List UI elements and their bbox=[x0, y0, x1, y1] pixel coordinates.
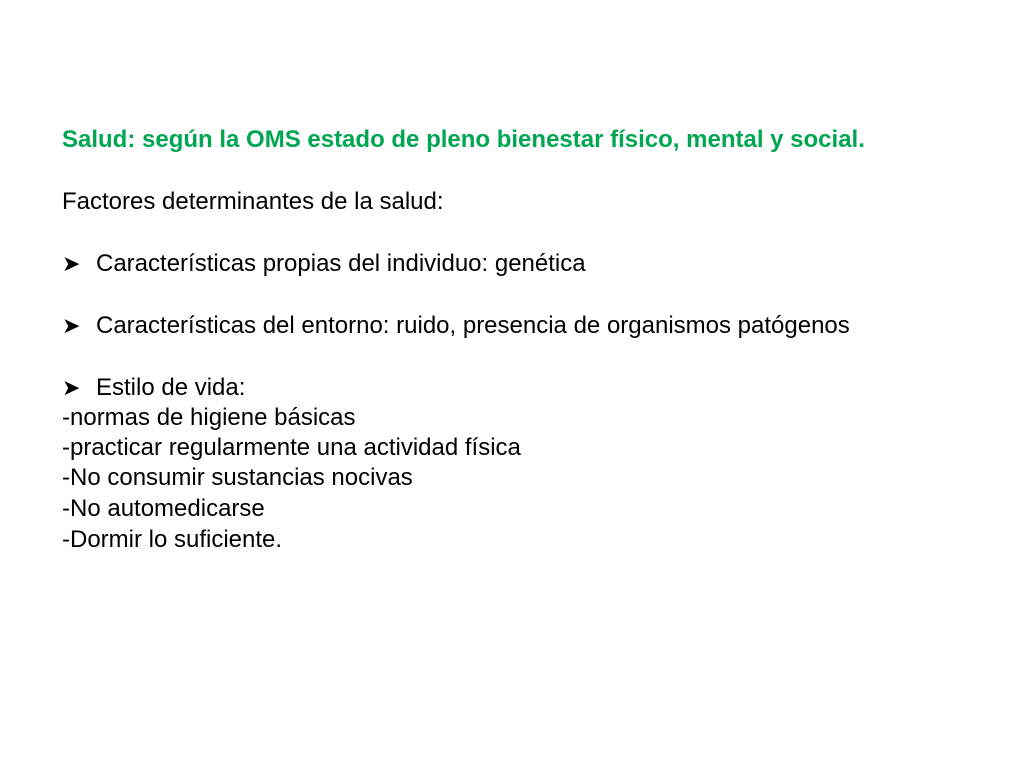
lifestyle-item: -normas de higiene básicas bbox=[62, 404, 356, 431]
bullet-label: Características propias del individuo: genética bbox=[96, 250, 586, 277]
bullet-environment bbox=[62, 311, 850, 341]
bullet-label: Características del entorno: ruido, presencia de organismos patógenos bbox=[96, 312, 850, 339]
section-heading: Factores determinantes de la salud: bbox=[62, 188, 444, 215]
arrowhead-bullet-icon: ➤ bbox=[62, 251, 81, 276]
lifestyle-item: -Dormir lo suficiente. bbox=[62, 526, 283, 553]
lifestyle-item: -No consumir sustancias nocivas bbox=[62, 464, 413, 491]
bullet-label: Estilo de vida: bbox=[96, 374, 246, 401]
arrowhead-bullet-icon: ➤ bbox=[62, 375, 81, 400]
lifestyle-item: -practicar regularmente una actividad física bbox=[62, 434, 521, 461]
arrowhead-bullet-icon: ➤ bbox=[62, 313, 81, 338]
bullet-lifestyle bbox=[62, 373, 245, 403]
lifestyle-item: -No automedicarse bbox=[62, 495, 265, 522]
bullet-genetics bbox=[62, 249, 586, 279]
definition-text: Salud: según la OMS estado de pleno bienestar físico, mental y social. bbox=[62, 126, 865, 153]
